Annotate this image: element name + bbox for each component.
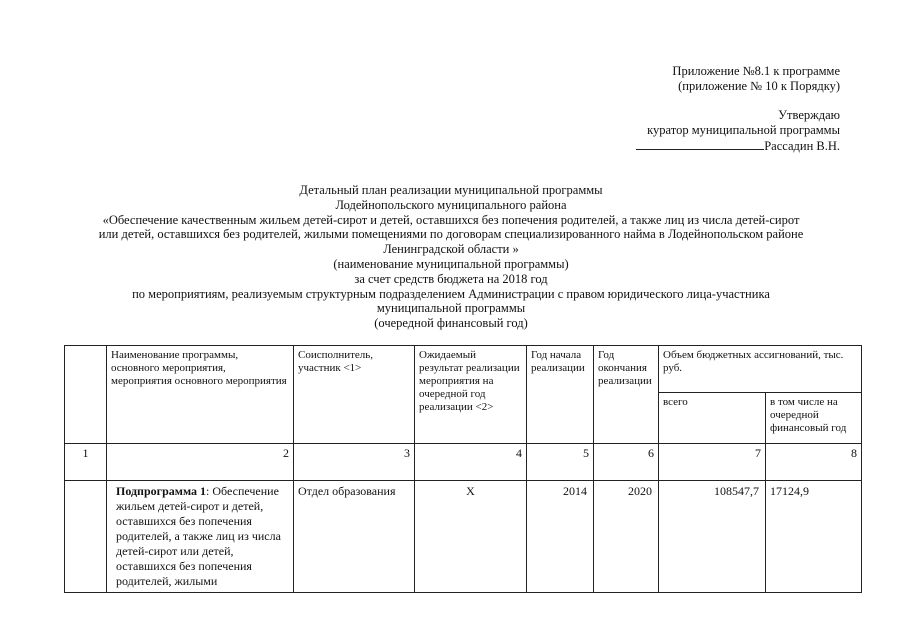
header-num [65,346,107,444]
start-year-cell: 2014 [527,481,594,593]
expected-result-cell: Х [415,481,527,593]
header-name: Наименование программы, основного мероприятия, мероприятия основного мероприятия [107,346,294,444]
subprogram-description: : Обеспечение жильем детей-сирот и детей, оставшихся без попечения родителей, а также лиц из числа детей-сирот или детей, оставшихся без попечения родителей, жилыми [116,484,281,588]
appendix-line-2: (приложение № 10 к Порядку) [678,79,840,93]
col-number: 7 [659,444,766,481]
table-row [65,481,862,593]
col-number: 3 [294,444,415,481]
col-number: 2 [107,444,294,481]
header-budget: Объем бюджетных ассигнований, тыс. руб. [659,346,862,393]
column-number-row [65,444,862,481]
title-line-8: по мероприятиям, реализуемым структурным подразделением Администрации с правом юридического лица-участника [132,286,770,301]
col-number: 5 [527,444,594,481]
appendix-note [672,64,840,94]
title-line-10: (очередной финансовый год) [374,316,528,331]
title-line-4: или детей, оставшихся без родителей, жилыми помещениями по договорам специализированного найма в Лодейнопольском районе [98,227,804,242]
subprogram-name-cell [107,481,294,593]
approval-line-1: Утверждаю [778,108,840,122]
header-start-year: Год начала реализации [527,346,594,444]
row-num-cell [65,481,107,593]
header-total: всего [659,393,766,444]
coexecutor-cell: Отдел образования [294,481,415,593]
signature-line [636,138,764,150]
title-line-3: «Обеспечение качественным жильем детей-сирот и детей, оставшихся без попечения родителей, а также лиц из числа детей-сирот [102,212,800,227]
col-number: 8 [766,444,862,481]
approval-line-2: куратор муниципальной программы [647,123,840,137]
header-expected-result: Ожидаемый результат реализации мероприятия на очередной год реализации <2> [415,346,527,444]
header-incl-next-year: в том числе на очередной финансовый год [766,393,862,444]
incl-next-year-cell: 17124,9 [766,481,862,593]
header-coexecutor: Соисполнитель, участник <1> [294,346,415,444]
end-year-cell: 2020 [594,481,659,593]
col-number: 6 [594,444,659,481]
title-line-5: Ленинградской области » [383,242,519,257]
title-line-7: за счет средств бюджета на 2018 год [354,271,548,286]
document-title [72,183,830,331]
col-number: 1 [65,444,107,481]
header-end-year: Год окончания реализации [594,346,659,444]
subprogram-label: Подпрограмма 1 [116,484,207,498]
signature-row [636,138,840,154]
title-line-2: Лодейнопольского муниципального района [335,197,567,212]
signature-name: Рассадин В.Н. [764,139,840,153]
title-line-6: (наименование муниципальной программы) [333,256,569,271]
appendix-line-1: Приложение №8.1 к программе [672,64,840,78]
approval-block [636,108,840,154]
col-number: 4 [415,444,527,481]
title-line-9: муниципальной программы [376,301,526,316]
total-cell: 108547,7 [659,481,766,593]
plan-table [64,345,862,593]
title-line-1: Детальный план реализации муниципальной программы [299,183,603,197]
table-header-row [65,346,862,393]
